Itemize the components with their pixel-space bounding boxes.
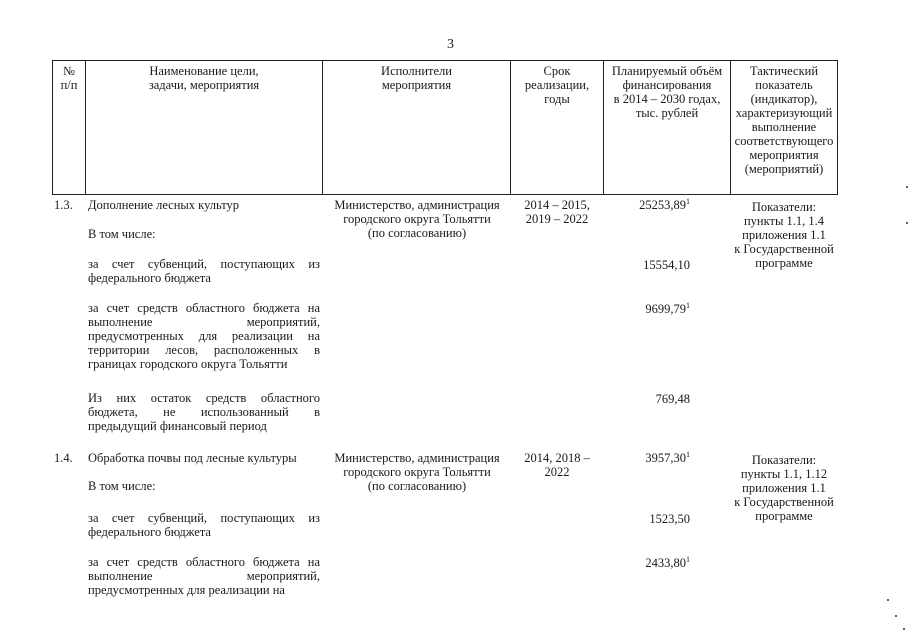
row-number: 1.4. [54, 451, 73, 465]
col-border [52, 60, 53, 194]
row-number: 1.3. [54, 198, 73, 212]
footnote-mark: 1 [686, 301, 690, 310]
row-executor: Министерство, администрация городского округа Тольятти (по согласованию) [334, 198, 500, 240]
funding-source-value: 9699,79$^1$ [645, 301, 690, 316]
scan-speck [906, 222, 908, 224]
page-number: 3 [447, 37, 454, 52]
col-border [837, 60, 838, 194]
row-term: 2014 – 2015, 2019 – 2022 [524, 198, 590, 226]
row-indicator: Показатели: пункты 1.1, 1.4 приложения 1.1 к Государственной программе [734, 200, 834, 270]
row-funding: 25253,89$^1$ [639, 197, 690, 212]
scan-speck [906, 186, 908, 188]
funding-source-value: 1523,50 [649, 512, 690, 526]
row-term: 2014, 2018 – 2022 [524, 451, 590, 479]
row-funding: 3957,30$^1$ [645, 450, 690, 465]
header-term: Срок реализации, годы [524, 64, 590, 106]
funding-source-text: за счет средств областного бюджета на выполнение мероприятий, предусмотренных для реализации на территории лесов, расположенных в границах городского округа Тольятти [88, 301, 320, 371]
funding-source-value: 2433,80$^1$ [645, 555, 690, 570]
footnote-mark: 1 [686, 450, 690, 459]
header-num: № п/п [60, 64, 78, 92]
footnote-mark: 1 [686, 197, 690, 206]
header-bottom-border [52, 194, 838, 195]
scan-speck [895, 615, 897, 617]
row-indicator: Показатели: пункты 1.1, 1.12 приложения 1.1 к Государственной программе [734, 453, 834, 523]
funding-source-text: Из них остаток средств областного бюджета, не использованный в предыдущий финансовый период [88, 391, 320, 433]
footnote-mark: 1 [686, 555, 690, 564]
row-subtitle: В том числе: [88, 479, 156, 493]
scan-speck [903, 628, 905, 630]
table-top-border [52, 60, 838, 61]
header-funding: Планируемый объём финансирования в 2014 – 2030 годах, тыс. рублей [611, 64, 723, 120]
row-title: Обработка почвы под лесные культуры [88, 451, 297, 465]
row-executor: Министерство, администрация городского округа Тольятти (по согласованию) [334, 451, 500, 493]
header-name: Наименование цели, задачи, мероприятия [148, 64, 260, 92]
row-title: Дополнение лесных культур [88, 198, 240, 212]
scan-speck [887, 599, 889, 601]
funding-source-value: 769,48 [655, 392, 690, 406]
funding-source-text: за счет средств областного бюджета на выполнение мероприятий, предусмотренных для реализации на [88, 555, 320, 597]
funding-source-value: 15554,10 [643, 258, 690, 272]
row-subtitle: В том числе: [88, 227, 156, 241]
funding-source-text: за счет субвенций, поступающих из федерального бюджета [88, 511, 320, 539]
header-executors: Исполнители мероприятия [381, 64, 452, 92]
header-indicator: Тактический показатель (индикатор), характеризующий выполнение соответствующего мероприятия (мероприятий) [734, 64, 834, 176]
funding-source-text: за счет субвенций, поступающих из федерального бюджета [88, 257, 320, 285]
